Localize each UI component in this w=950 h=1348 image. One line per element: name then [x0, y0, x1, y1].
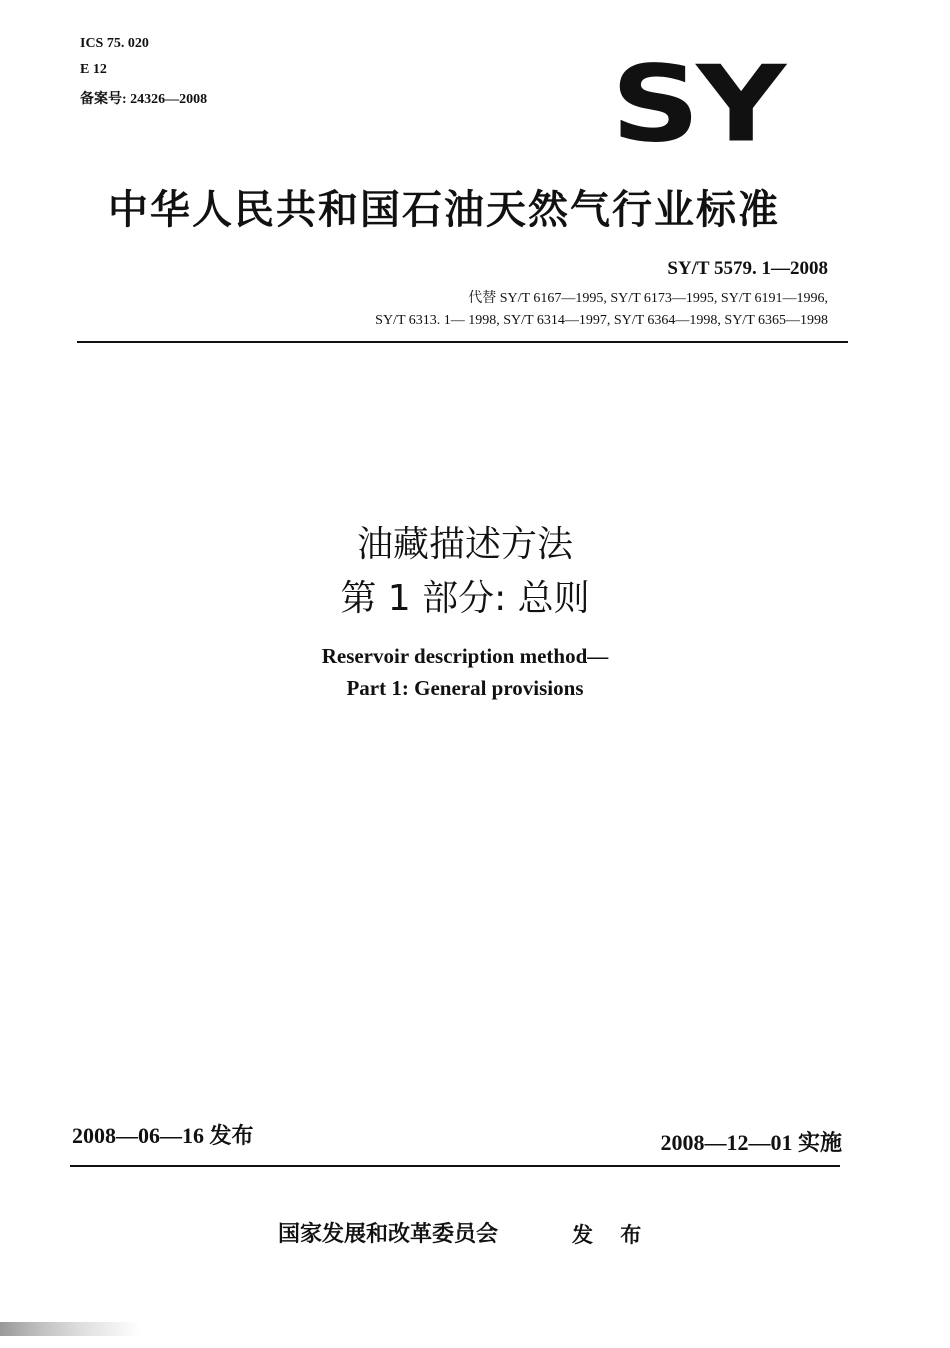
- publisher-name: 国家发展和改革委员会: [278, 1222, 499, 1247]
- header-title: 中华人民共和国石油天然气行业标准: [108, 187, 780, 233]
- standard-number: SY/T 5579. 1—2008: [667, 258, 828, 279]
- top-divider: [77, 341, 848, 343]
- bottom-divider: [70, 1165, 840, 1167]
- title-cn-part: 第 1 部分: 总则: [340, 578, 590, 619]
- filing-number: 备案号: 24326—2008: [80, 92, 208, 107]
- title-en-part: Part 1: General provisions: [346, 676, 584, 700]
- issue-date: 2008—06—16 发布: [72, 1123, 254, 1148]
- title-en-main: Reservoir description method—: [321, 644, 609, 668]
- replaces-line-1: 代替 SY/T 6167—1995, SY/T 6173—1995, SY/T 6191—1996,: [468, 291, 828, 306]
- ccs-code: E 12: [80, 62, 107, 77]
- implementation-date: 2008—12—01 实施: [660, 1130, 842, 1155]
- publish-label: 发 布: [572, 1223, 652, 1247]
- ics-code: ICS 75. 020: [80, 36, 149, 51]
- title-cn-main: 油藏描述方法: [356, 524, 573, 565]
- replaces-line-2: SY/T 6313. 1— 1998, SY/T 6314—1997, SY/T 6364—1998, SY/T 6365—1998: [375, 313, 828, 328]
- scan-artifact: [0, 1322, 140, 1336]
- sy-logo: SY: [610, 43, 782, 166]
